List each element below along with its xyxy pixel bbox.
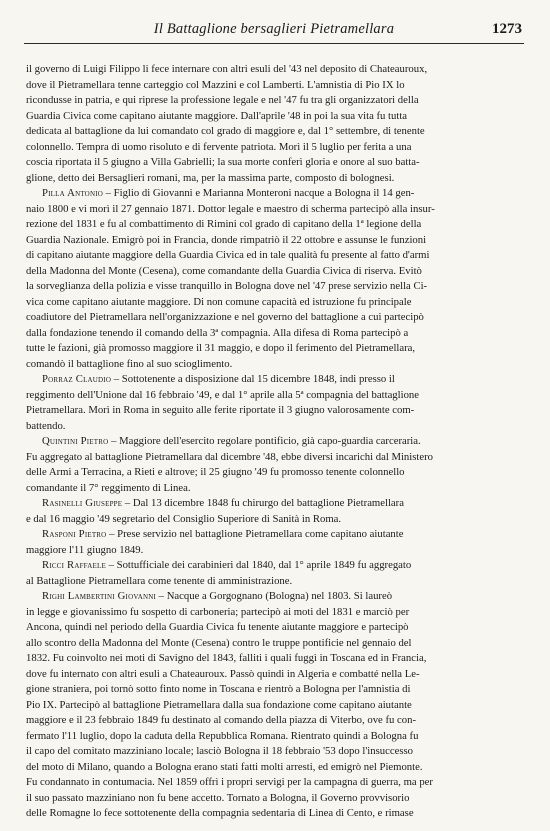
- text-line: [26, 264, 518, 280]
- text-line: [26, 341, 518, 357]
- line-text: Ancona, quindi nel periodo della Guardia Civica fu tenente aiutante maggiore e partecipò: [26, 621, 409, 633]
- text-line: [26, 605, 518, 621]
- biography-entry: [26, 372, 518, 434]
- line-text: – Maggiore dell'esercito regolare pontificio, già capo-guardia carceraria.: [108, 435, 421, 447]
- text-line: [26, 388, 518, 404]
- text-line: [26, 171, 518, 187]
- line-text: – Sottufficiale dei carabinieri dal 1840, dal 1° aprile 1849 fu aggregato: [105, 559, 412, 571]
- line-text: e dal 16 maggio '49 segretario del Consiglio Superiore di Sanità in Roma.: [26, 512, 342, 525]
- line-text: vica come capitano aiutante maggiore. Di non comune capacità ed istruzione fu principale: [26, 295, 412, 308]
- entry-name: Rasponi Pietro: [42, 528, 107, 540]
- line-text: il suo passato mazziniano non fu bene accetto. Tornato a Bologna, il Governo provvisorio: [26, 791, 410, 804]
- page-number: 1273: [492, 21, 522, 37]
- body-text: [26, 62, 518, 822]
- text-line: [26, 186, 518, 202]
- text-line: [26, 636, 518, 652]
- line-text: coscia riportata il 5 giugno a Villa Gabrielli; la sua morte conferì gloria e onore al suo batta-: [26, 156, 420, 168]
- entry-name: Pilla Antonio: [42, 187, 103, 199]
- text-line: [26, 403, 518, 419]
- text-line: [26, 527, 518, 543]
- line-text: fermato l'11 luglio, dopo la caduta della Repubblica Romana. Rientrato quindi a Bologna fu: [26, 729, 419, 742]
- line-text: gione straniera, poi tornò sotto finto nome in Toscana e rientrò a Bologna per l'amnistia di: [26, 683, 411, 695]
- text-line: [26, 558, 518, 574]
- line-text: battendo.: [26, 419, 66, 432]
- text-line: [26, 543, 518, 559]
- text-line: [26, 109, 518, 125]
- line-text: maggiore e il 23 febbraio 1849 fu destinato al comando della piazza di Viterbo, ove fu con-: [26, 714, 417, 726]
- line-text: Guardia Civica come capitano aiutante maggiore. Dall'aprile '48 in poi la sua vita fu tutta: [26, 109, 408, 122]
- line-text: naio 1800 e vi morì il 27 gennaio 1871. Dottor legale e maestro di scherma partecipò alla insur-: [26, 202, 435, 215]
- text-line: [26, 698, 518, 714]
- text-line: [26, 496, 518, 512]
- text-line: [26, 512, 518, 528]
- text-line: [26, 651, 518, 667]
- line-text: il capo del comitato mazziniano locale; lasciò Bologna il 18 febbraio '53 dopo l'insuccesso: [26, 745, 414, 757]
- text-line: [26, 124, 518, 140]
- line-text: al Battaglione Pietramellara come tenente di amministrazione.: [26, 574, 293, 587]
- text-line: [26, 295, 518, 311]
- entry-name: Righi Lambertini Giovanni: [42, 590, 156, 602]
- entry-name: Quintini Pietro: [42, 435, 109, 447]
- line-text: dalla fondazione tenendo il comando della 3ª compagnia. Alla difesa di Roma partecipò a: [26, 326, 409, 339]
- biography-entry: [26, 527, 518, 558]
- line-text: comandante il 7° reggimento di Linea.: [26, 481, 191, 494]
- text-line: [26, 78, 518, 94]
- running-header: [24, 21, 524, 44]
- line-text: – Dal 13 dicembre 1848 fu chirurgo del battaglione Pietramellara: [122, 497, 404, 509]
- text-line: [26, 744, 518, 760]
- text-line: [26, 481, 518, 497]
- text-line: [26, 589, 518, 605]
- text-line: [26, 93, 518, 109]
- text-line: [26, 791, 518, 807]
- line-text: il governo di Luigi Filippo li fece internare con altri esuli del '43 nel deposito di Chateauroux,: [26, 63, 428, 75]
- line-text: delle Armi a Terracina, a Rieti e altrove; il 25 giugno '49 fu promosso tenente colonnello: [26, 466, 405, 478]
- text-line: [26, 620, 518, 636]
- text-line: [26, 729, 518, 745]
- text-line: [26, 155, 518, 171]
- line-text: reggimento dell'Unione dal 16 febbraio '49, e dal 1° aprile alla 5ª compagnia del battaglione: [26, 388, 420, 401]
- line-text: 1832. Fu coinvolto nei moti di Savigno del 1843, falliti i quali fuggì in Toscana ed in Francia,: [26, 652, 427, 664]
- line-text: – Prese servizio nel battaglione Pietramellara come capitano aiutante: [106, 528, 404, 540]
- line-text: della Madonna del Monte (Cesena), come comandante della Guardia Civica di riserva. Evitò: [26, 264, 422, 277]
- text-line: [26, 667, 518, 683]
- text-line: [26, 372, 518, 388]
- biography-entry: [26, 186, 518, 372]
- running-title: Il Battaglione bersaglieri Pietramellara: [153, 21, 395, 37]
- text-line: [26, 279, 518, 295]
- text-line: [26, 713, 518, 729]
- entry-name: Ricci Raffaele: [42, 559, 106, 571]
- line-text: colonnello. Tempra di uomo risoluto e di fervente patriota. Morì il 5 luglio per ferita a una: [26, 140, 412, 153]
- line-text: allo scontro della Madonna del Monte (Cesena) contro le truppe pontificie nel gennaio del: [26, 636, 412, 649]
- continued-paragraph: [26, 62, 518, 186]
- biography-entry: [26, 558, 518, 589]
- text-line: [26, 326, 518, 342]
- text-line: [26, 775, 518, 791]
- text-line: [26, 465, 518, 481]
- line-text: Fu aggregato al battaglione Pietramellara dal dicembre '48, ebbe diversi incarichi dal Ministero: [26, 450, 434, 463]
- line-text: – Nacque a Gorgognano (Bologna) nel 1803. Si laureò: [156, 590, 393, 602]
- text-line: [26, 310, 518, 326]
- biography-entry: [26, 589, 518, 822]
- text-line: [26, 140, 518, 156]
- text-line: [26, 233, 518, 249]
- biography-entry: [26, 496, 518, 527]
- text-line: [26, 357, 518, 373]
- line-text: Pio IX. Partecipò al battaglione Pietramellara dalla sua fondazione come capitano aiutante: [26, 698, 412, 711]
- text-line: [26, 202, 518, 218]
- line-text: tutte le fazioni, già promosso maggiore il 31 maggio, e dopo il ferimento del Pietramellara,: [26, 342, 416, 354]
- line-text: coadiutore del Pietramellara nell'organizzazione e nel governo del battaglione a cui partecipò: [26, 311, 424, 323]
- line-text: rezione del 1831 e fu al combattimento di Rimini col grado di capitano della 1ª legione della: [26, 218, 422, 230]
- line-text: glione, detto dei Bersaglieri romani, ma, per la massima parte, composto di bolognesi.: [26, 171, 395, 184]
- entry-name: Porraz Claudio: [42, 373, 112, 385]
- text-line: [26, 62, 518, 78]
- line-text: Pietramellara. Morì in Roma in seguito alle ferite riportate il 3 giugno valorosamente com-: [26, 404, 415, 416]
- line-text: del moto di Milano, quando a Bologna erano stati fatti molti arresti, ed emigrò nel Piemonte.: [26, 760, 423, 773]
- entry-name: Rasinelli Giuseppe: [42, 497, 123, 509]
- text-line: [26, 217, 518, 233]
- line-text: ricondusse in patria, e qui riprese la professione legale e nel '47 fu tra gli organizzatori della: [26, 94, 419, 106]
- biography-entry: [26, 434, 518, 496]
- line-text: Guardia Nazionale. Emigrò poi in Francia, donde rimpatriò il 22 ottobre e assunse le funzioni: [26, 233, 427, 246]
- text-line: [26, 682, 518, 698]
- line-text: – Sottotenente a disposizione dal 15 dicembre 1848, indi presso il: [111, 373, 395, 385]
- line-text: dove fu internato con altri esuli a Chateauroux. Passò quindi in Algeria e combatté nella Le-: [26, 667, 420, 680]
- line-text: Fu condannato in contumacia. Nel 1859 offrì i propri servigi per la campagna di guerra, ma per: [26, 776, 433, 788]
- line-text: delle Romagne lo fece sottotenente della compagnia sedentaria di Linea di Cento, e rimase: [26, 807, 414, 819]
- text-line: [26, 248, 518, 264]
- text-line: [26, 806, 518, 822]
- text-line: [26, 450, 518, 466]
- text-line: [26, 419, 518, 435]
- text-line: [26, 574, 518, 590]
- line-text: la sorveglianza della polizia e visse tranquillo in Bologna dove nel '47 prese servizio nella Ci-: [26, 280, 428, 292]
- line-text: in legge e giovanissimo fu sospetto di carboneria; partecipò ai moti del 1831 e marciò per: [26, 605, 410, 618]
- line-text: – Figlio di Giovanni e Marianna Monteroni nacque a Bologna il 14 gen-: [102, 187, 415, 199]
- line-text: dove il Pietramellara tenne carteggio col Mazzini e col Lamberti. L'amnistia di Pio IX lo: [26, 78, 405, 91]
- text-line: [26, 434, 518, 450]
- line-text: comandò il battaglione fino al suo scioglimento.: [26, 357, 233, 370]
- line-text: dedicata al battaglione da lui comandato col grado di maggiore e, dal 1° settembre, di tenente: [26, 125, 425, 137]
- line-text: di capitano aiutante maggiore della Guardia Civica ed in tale qualità fu presente al fatto d'armi: [26, 249, 430, 261]
- line-text: maggiore l'11 giugno 1849.: [26, 543, 144, 556]
- text-line: [26, 760, 518, 776]
